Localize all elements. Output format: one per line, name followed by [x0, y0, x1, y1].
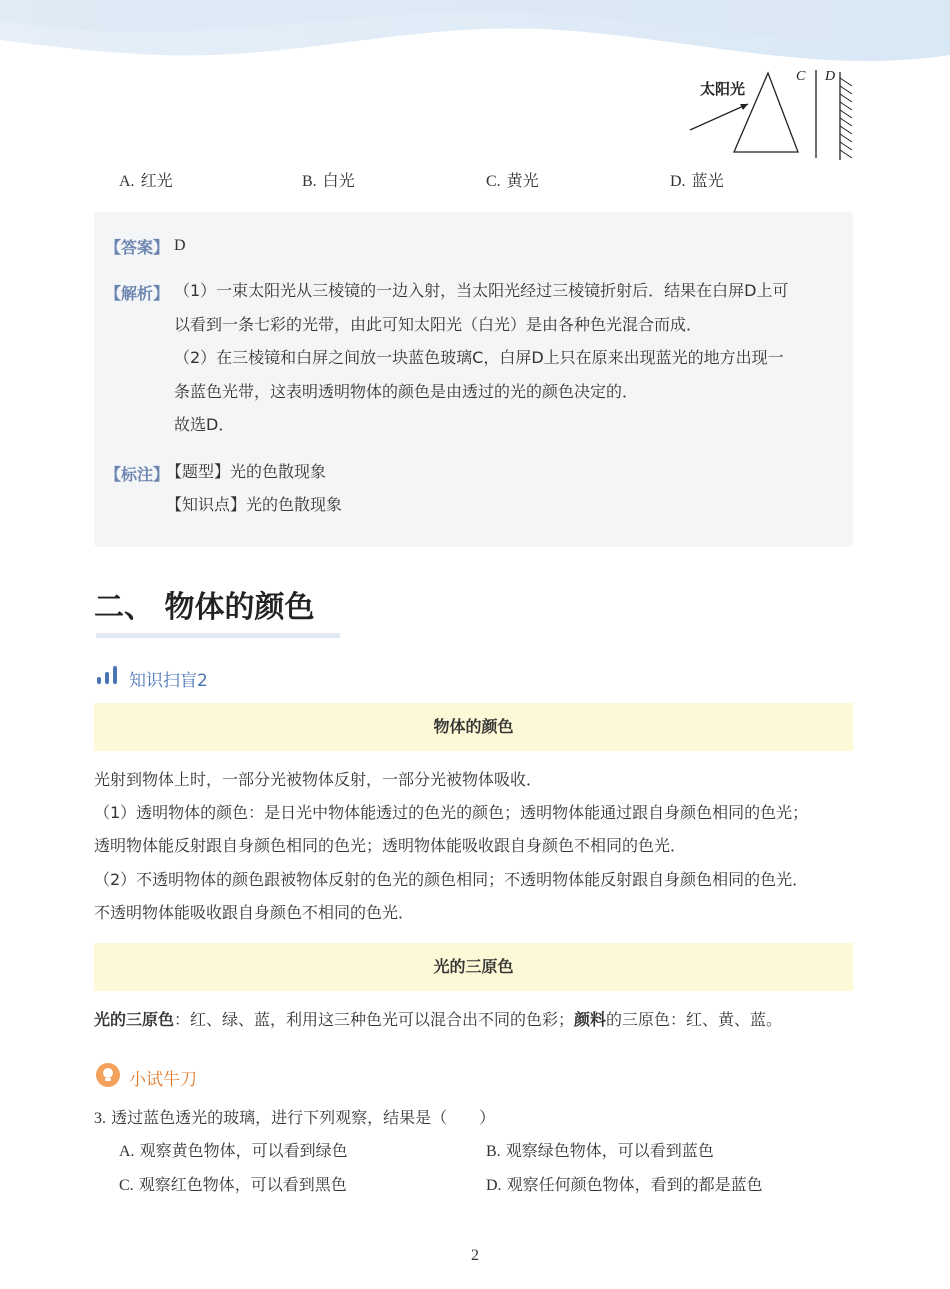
label-c: C	[796, 69, 806, 84]
body-line-1: 光射到物体上时，一部分光被物体反射，一部分光被物体吸收．	[94, 770, 543, 789]
option-text: 蓝光	[691, 171, 724, 190]
answer-value: D	[174, 237, 186, 254]
option-letter: D.	[486, 1177, 502, 1194]
box-title-object-color: 物体的颜色	[94, 703, 853, 751]
question-number: 3.	[94, 1110, 106, 1127]
primary-bold-2: 颜料	[574, 1010, 607, 1029]
analysis-line-5: 故选D．	[174, 415, 235, 434]
option-c[interactable]	[486, 168, 539, 191]
analysis-tag: 【解析】	[105, 284, 170, 303]
analysis-line-2: 以看到一条七彩的光带，由此可知太阳光（白光）是由各种色光混合而成．	[174, 315, 703, 334]
analysis-line-3: （2）在三棱镜和白屏之间放一块蓝色玻璃C，白屏D上只在原来出现蓝光的地方出现一	[174, 348, 784, 367]
sun-light-label: 太阳光	[700, 80, 746, 98]
option-text: 黄光	[506, 171, 539, 190]
option-text: 观察任何颜色物体，看到的都是蓝色	[506, 1175, 763, 1194]
option-d[interactable]	[670, 168, 724, 191]
option-b[interactable]	[302, 168, 355, 191]
bar-chart-icon	[96, 664, 118, 686]
primary-mid: ：红、绿、蓝，利用这三种色光可以混合出不同的色彩；	[174, 1010, 575, 1029]
knowledge-heading: 知识扫盲2	[129, 671, 208, 691]
q3-option-c[interactable]	[119, 1175, 347, 1196]
option-text: 观察黄色物体，可以看到绿色	[139, 1141, 348, 1160]
option-letter: B.	[302, 173, 317, 190]
analysis-line-4: 条蓝色光带，这表明透明物体的颜色是由透过的光的颜色决定的．	[174, 382, 639, 401]
option-text: 观察绿色物体，可以看到蓝色	[505, 1141, 714, 1160]
question-3-stem	[94, 1108, 495, 1129]
header-wave-decoration	[0, 0, 950, 70]
section-title: 二、 物体的颜色	[94, 590, 315, 625]
option-letter: A.	[119, 1143, 135, 1160]
note-tag: 【标注】	[105, 465, 170, 484]
body-line-2: （1）透明物体的颜色：是日光中物体能透过的色光的颜色；透明物体能通过跟自身颜色相同的色光；	[94, 803, 809, 822]
option-text: 白光	[322, 171, 355, 190]
body-line-4: （2）不透明物体的颜色跟被物体反射的色光的颜色相同；不透明物体能反射跟自身颜色相同的色光．	[94, 870, 809, 889]
label-d: D	[825, 69, 836, 84]
analysis-line-1: （1）一束太阳光从三棱镜的一边入射，当太阳光经过三棱镜折射后．结果在白屏D上可	[174, 281, 789, 300]
option-text: 红光	[140, 171, 173, 190]
body-line-5: 不透明物体能吸收跟自身颜色不相同的色光．	[94, 903, 415, 922]
section-title-underline	[96, 633, 340, 638]
option-letter: B.	[486, 1143, 501, 1160]
lightbulb-icon	[95, 1062, 121, 1088]
primary-end: 的三原色：红、黄、蓝。	[606, 1010, 783, 1029]
primary-colors-line	[94, 1010, 782, 1030]
box-title-primary-colors: 光的三原色	[94, 943, 853, 991]
option-letter: C.	[486, 173, 501, 190]
option-letter: D.	[670, 173, 686, 190]
page-number: 2	[471, 1247, 479, 1264]
q3-option-d[interactable]	[486, 1175, 763, 1196]
body-line-3: 透明物体能反射跟自身颜色相同的色光；透明物体能吸收跟自身颜色不相同的色光．	[94, 836, 687, 855]
option-a[interactable]	[119, 168, 173, 191]
note-line-2: 【知识点】光的色散现象	[166, 495, 343, 514]
question-stem-text: 透过蓝色透光的玻璃，进行下列观察，结果是（ ）	[111, 1108, 496, 1127]
prism-dispersion-figure	[686, 66, 856, 164]
option-letter: A.	[119, 173, 135, 190]
answer-tag: 【答案】	[105, 238, 170, 257]
note-line-1: 【题型】光的色散现象	[166, 462, 327, 481]
practice-heading: 小试牛刀	[129, 1070, 197, 1090]
q3-option-b[interactable]	[486, 1141, 714, 1162]
primary-bold-1: 光的三原色	[94, 1010, 175, 1029]
q3-option-a[interactable]	[119, 1141, 348, 1162]
option-letter: C.	[119, 1177, 134, 1194]
option-text: 观察红色物体，可以看到黑色	[138, 1175, 347, 1194]
